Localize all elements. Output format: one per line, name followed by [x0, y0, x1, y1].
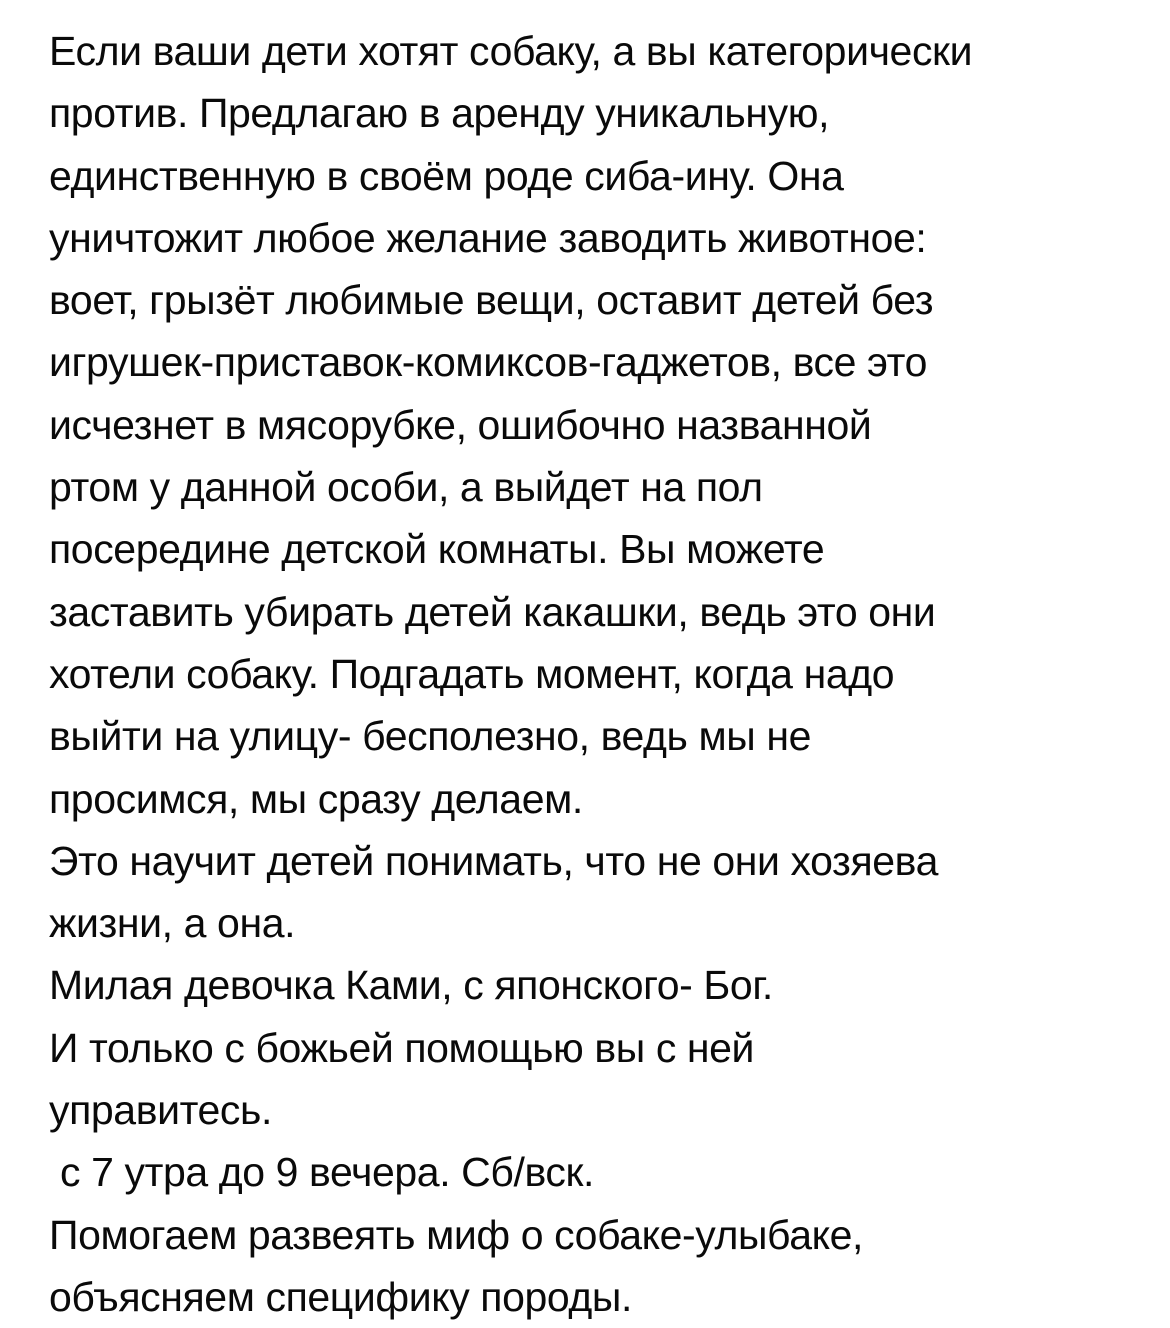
post-line: единственную в своём роде сиба-ину. Она — [49, 152, 844, 199]
post-line: Помогаем развеять миф о собаке-улыбаке, — [49, 1211, 863, 1258]
post-line: исчезнет в мясорубке, ошибочно названной — [49, 401, 872, 448]
post-line: управитесь. — [49, 1087, 272, 1134]
post-line: игрушек-приставок-комиксов-гаджетов, все это — [49, 339, 927, 386]
post-line: Это научит детей понимать, что не они хозяева — [49, 837, 938, 884]
post-line: выйти на улицу- бесполезно, ведь мы не — [49, 713, 811, 760]
post-line: хотели собаку. Подгадать момент, когда надо — [49, 650, 895, 697]
post-line: Милая девочка Ками, с японского- Бог. — [49, 962, 773, 1009]
post-line: воет, грызёт любимые вещи, оставит детей без — [49, 277, 934, 324]
post-line: объясняем специфику породы. — [49, 1273, 632, 1320]
post-line: против. Предлагаю в аренду уникальную, — [49, 90, 830, 137]
post-line: уничтожит любое желание заводить животное: — [49, 214, 927, 261]
post-line: заставить убирать детей какашки, ведь это они — [49, 588, 936, 635]
post-line: просимся, мы сразу делаем. — [49, 775, 583, 822]
post-line: с 7 утра до 9 вечера. Сб/вск. — [49, 1149, 595, 1196]
post-line: И только с божьей помощью вы с ней — [49, 1024, 755, 1071]
post-line: жизни, а она. — [49, 900, 296, 947]
post-line: Если ваши дети хотят собаку, а вы категорически — [49, 28, 973, 74]
post-text — [49, 20, 1149, 1328]
post-line: посередине детской комнаты. Вы можете — [49, 526, 825, 573]
post-line: ртом у данной особи, а выйдет на пол — [49, 464, 763, 511]
